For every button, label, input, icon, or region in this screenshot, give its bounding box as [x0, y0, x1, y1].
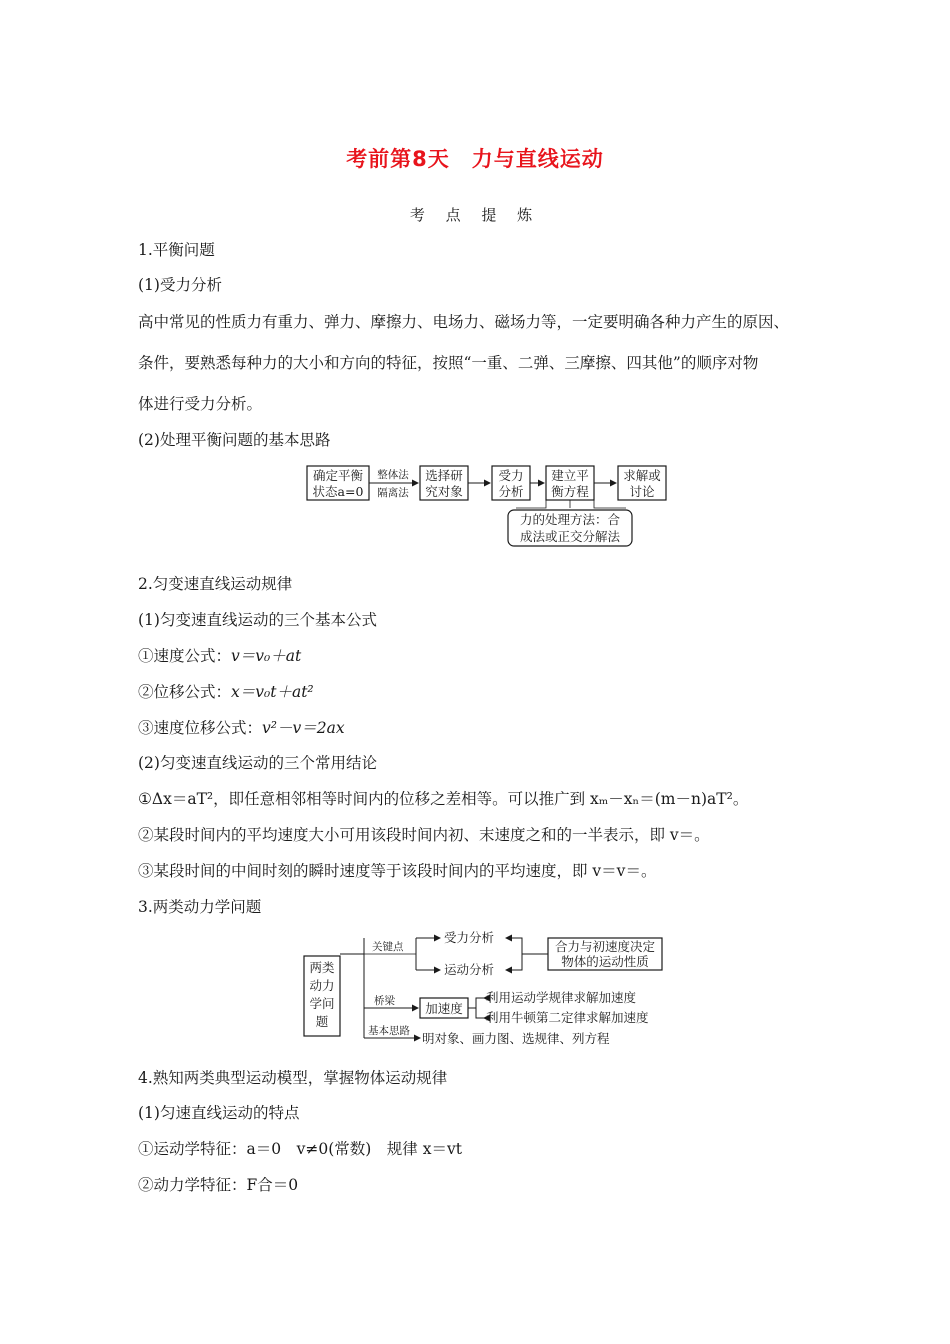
section-subtitle: 考 点 提 炼	[409, 206, 541, 224]
sub-basic-formulas: (1)匀变速直线运动的三个基本公式	[138, 611, 377, 629]
flow2-result-line1: 合力与初速度决定	[554, 939, 656, 954]
conclusion-1: ①Δx＝aT²，即任意相邻相等时间内的位移之差相等。可以推广到 xₘ－xₙ＝(m－n)aT²。	[138, 790, 749, 808]
paragraph-line-2: 条件，要熟悉每种力的大小和方向的特征，按照“一重、二弹、三摩擦、四其他”的顺序对物	[138, 354, 759, 372]
flow1-box3-line1: 受力	[498, 468, 524, 483]
flow1-box2-line2: 究对象	[425, 484, 463, 499]
flow1-arrow-top-label: 整体法	[377, 469, 409, 481]
flow2-main-line2: 动力	[309, 978, 335, 993]
flow2-main-line3: 学问	[309, 996, 335, 1011]
conclusion-2: ②某段时间内的平均速度大小可用该段时间内初、末速度之和的一半表示，即 v＝。	[138, 826, 710, 844]
heading-motion-models: 4.熟知两类典型运动模型，掌握物体运动规律	[138, 1069, 448, 1087]
flow2-motion-analysis: 运动分析	[444, 962, 495, 977]
formula-velocity	[138, 644, 301, 666]
flow1-box5-line2: 讨论	[629, 484, 655, 499]
conclusion-3: ③某段时间的中间时刻的瞬时速度等于该段时间内的平均速度，即 v＝v＝。	[138, 862, 657, 880]
flow2-accel: 加速度	[425, 1001, 463, 1016]
flow1-note-line2: 成法或正交分解法	[519, 529, 621, 544]
sub-force-analysis: (1)受力分析	[138, 276, 222, 294]
equilibrium-flowchart	[306, 462, 676, 550]
flow2-main-line1: 两类	[309, 960, 335, 975]
paragraph-line-3: 体进行受力分析。	[138, 395, 263, 413]
heading-uniform-accel: 2.匀变速直线运动规律	[138, 575, 293, 593]
flow1-note-line1: 力的处理方法：合	[519, 512, 621, 527]
flow2-accel-route2: 利用牛顿第二定律求解加速度	[486, 1010, 649, 1025]
flow2-accel-route1: 利用运动学规律求解加速度	[486, 990, 637, 1005]
flow1-box3-line2: 分析	[498, 484, 524, 499]
flow1-box4-line1: 建立平	[551, 468, 589, 483]
flow2-key-label: 关键点	[372, 941, 404, 953]
formula-velocity-displacement	[138, 716, 345, 738]
formula-velocity-label: ①速度公式：	[138, 647, 232, 665]
paragraph-line-1: 高中常见的性质力有重力、弹力、摩擦力、电场力、磁场力等，一定要明确各种力产生的原因、	[138, 313, 790, 331]
formula-vd-expr: v²－v＝2ax	[262, 719, 345, 737]
flow2-basic-text: 明对象、画力图、选规律、列方程	[422, 1031, 610, 1046]
flow2-basic-label: 基本思路	[368, 1025, 410, 1037]
heading-dynamics: 3.两类动力学问题	[138, 898, 262, 916]
formula-velocity-expr: v＝v₀＋at	[231, 647, 302, 665]
flow2-main-line4: 题	[315, 1014, 329, 1029]
sub-equilibrium-approach: (2)处理平衡问题的基本思路	[138, 431, 331, 449]
flow1-arrow-bottom-label: 隔离法	[377, 487, 409, 499]
sub-common-conclusions: (2)匀变速直线运动的三个常用结论	[138, 754, 377, 772]
formula-vd-label: ③速度位移公式：	[138, 719, 263, 737]
flow1-box2-line1: 选择研	[425, 468, 463, 483]
formula-displacement-expr: x＝v₀t＋at²	[231, 683, 314, 701]
flow1-box1-line1: 确定平衡	[312, 468, 364, 483]
flow2-result-line2: 物体的运动性质	[561, 954, 649, 969]
dynamics-flowchart	[300, 928, 680, 1056]
page-title: 考前第8天 力与直线运动	[346, 147, 604, 171]
flow1-box4-line2: 衡方程	[551, 484, 589, 499]
flow2-bridge-label: 桥梁	[374, 995, 395, 1007]
formula-displacement	[138, 680, 314, 702]
kinematic-feature: ①运动学特征：a＝0 v≠0(常数) 规律 x＝vt	[138, 1140, 462, 1158]
flow1-box5-line1: 求解或	[623, 468, 661, 483]
flow2-force-analysis: 受力分析	[444, 930, 495, 945]
formula-displacement-label: ②位移公式：	[138, 683, 232, 701]
sub-uniform-motion: (1)匀速直线运动的特点	[138, 1104, 300, 1122]
flow1-box1-line2: 状态a=0	[312, 484, 364, 499]
dynamic-feature: ②动力学特征：F合＝0	[138, 1176, 299, 1194]
heading-equilibrium: 1.平衡问题	[138, 241, 215, 259]
